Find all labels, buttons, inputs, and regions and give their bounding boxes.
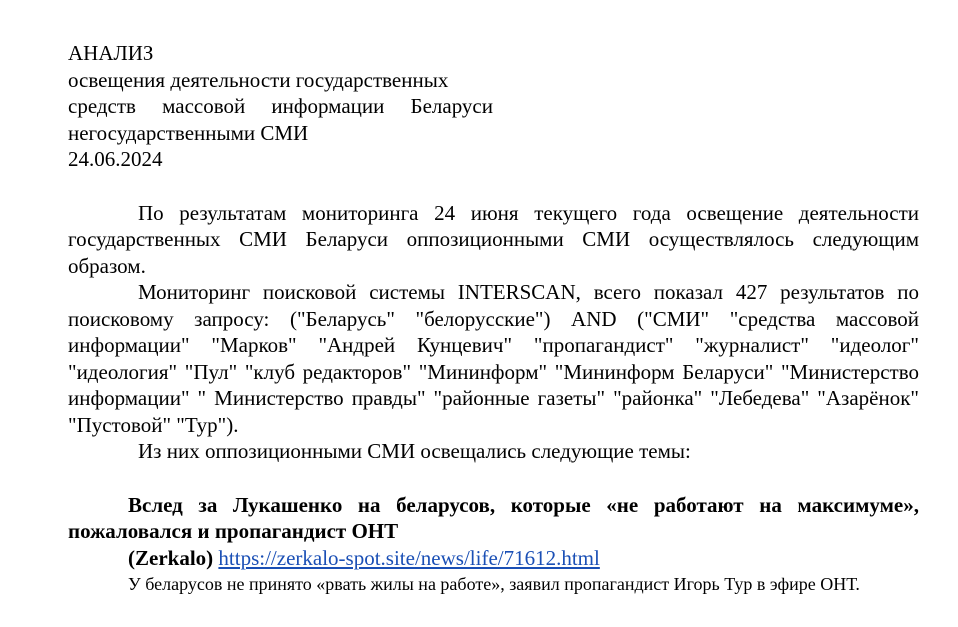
monitoring-paragraph: Мониторинг поисковой системы INTERSCAN, всего показал 427 результатов по поисковому запросу: ("Беларусь" "белорусские") AND ("СМИ" "средства массовой информации" "Марков" "Андрей Кунцевич" "пропагандист" "журналист" "идеолог" "идеология" "Пул" "клуб редакторов" "Мининформ" "Мининформ Беларуси" "Министерство информации" " Министерство правды" "районные газеты" "районка" "Лебедева" "Азарёнок" "Пустовой" "Тур"). — [68, 280, 919, 437]
intro-paragraph: По результатам мониторинга 24 июня текущего года освещение деятельности государственных СМИ Беларуси оппозиционными СМИ осуществлялось следующим образом. — [68, 200, 919, 278]
document-subtitle-line-3: негосударственными СМИ — [68, 120, 309, 145]
topics-intro-paragraph: Из них оппозиционными СМИ освещались следующие темы: — [138, 439, 691, 463]
document-title: АНАЛИЗ — [68, 41, 154, 65]
document-subtitle-line-2: средств массовой информации Беларуси — [68, 94, 493, 118]
spacer — [68, 173, 919, 200]
article-source-name: (Zerkalo) — [128, 545, 214, 570]
document-page — [68, 40, 919, 596]
document-header — [68, 40, 493, 173]
spacer — [68, 465, 919, 492]
article-summary: У беларусов не принято «рвать жилы на работе», заявил пропагандист Игорь Тур в эфире ОНТ. — [128, 574, 860, 594]
document-date: 24.06.2024 — [68, 147, 163, 171]
article-source-link[interactable]: https://zerkalo-spot.site/news/life/71612.html — [218, 545, 600, 570]
article-title: Вслед за Лукашенко на беларусов, которые «не работают на максимуме», пожаловался и пропагандист ОНТ — [68, 492, 919, 543]
document-subtitle-line-1: освещения деятельности государственных — [68, 67, 449, 92]
article-source-line — [68, 545, 919, 572]
